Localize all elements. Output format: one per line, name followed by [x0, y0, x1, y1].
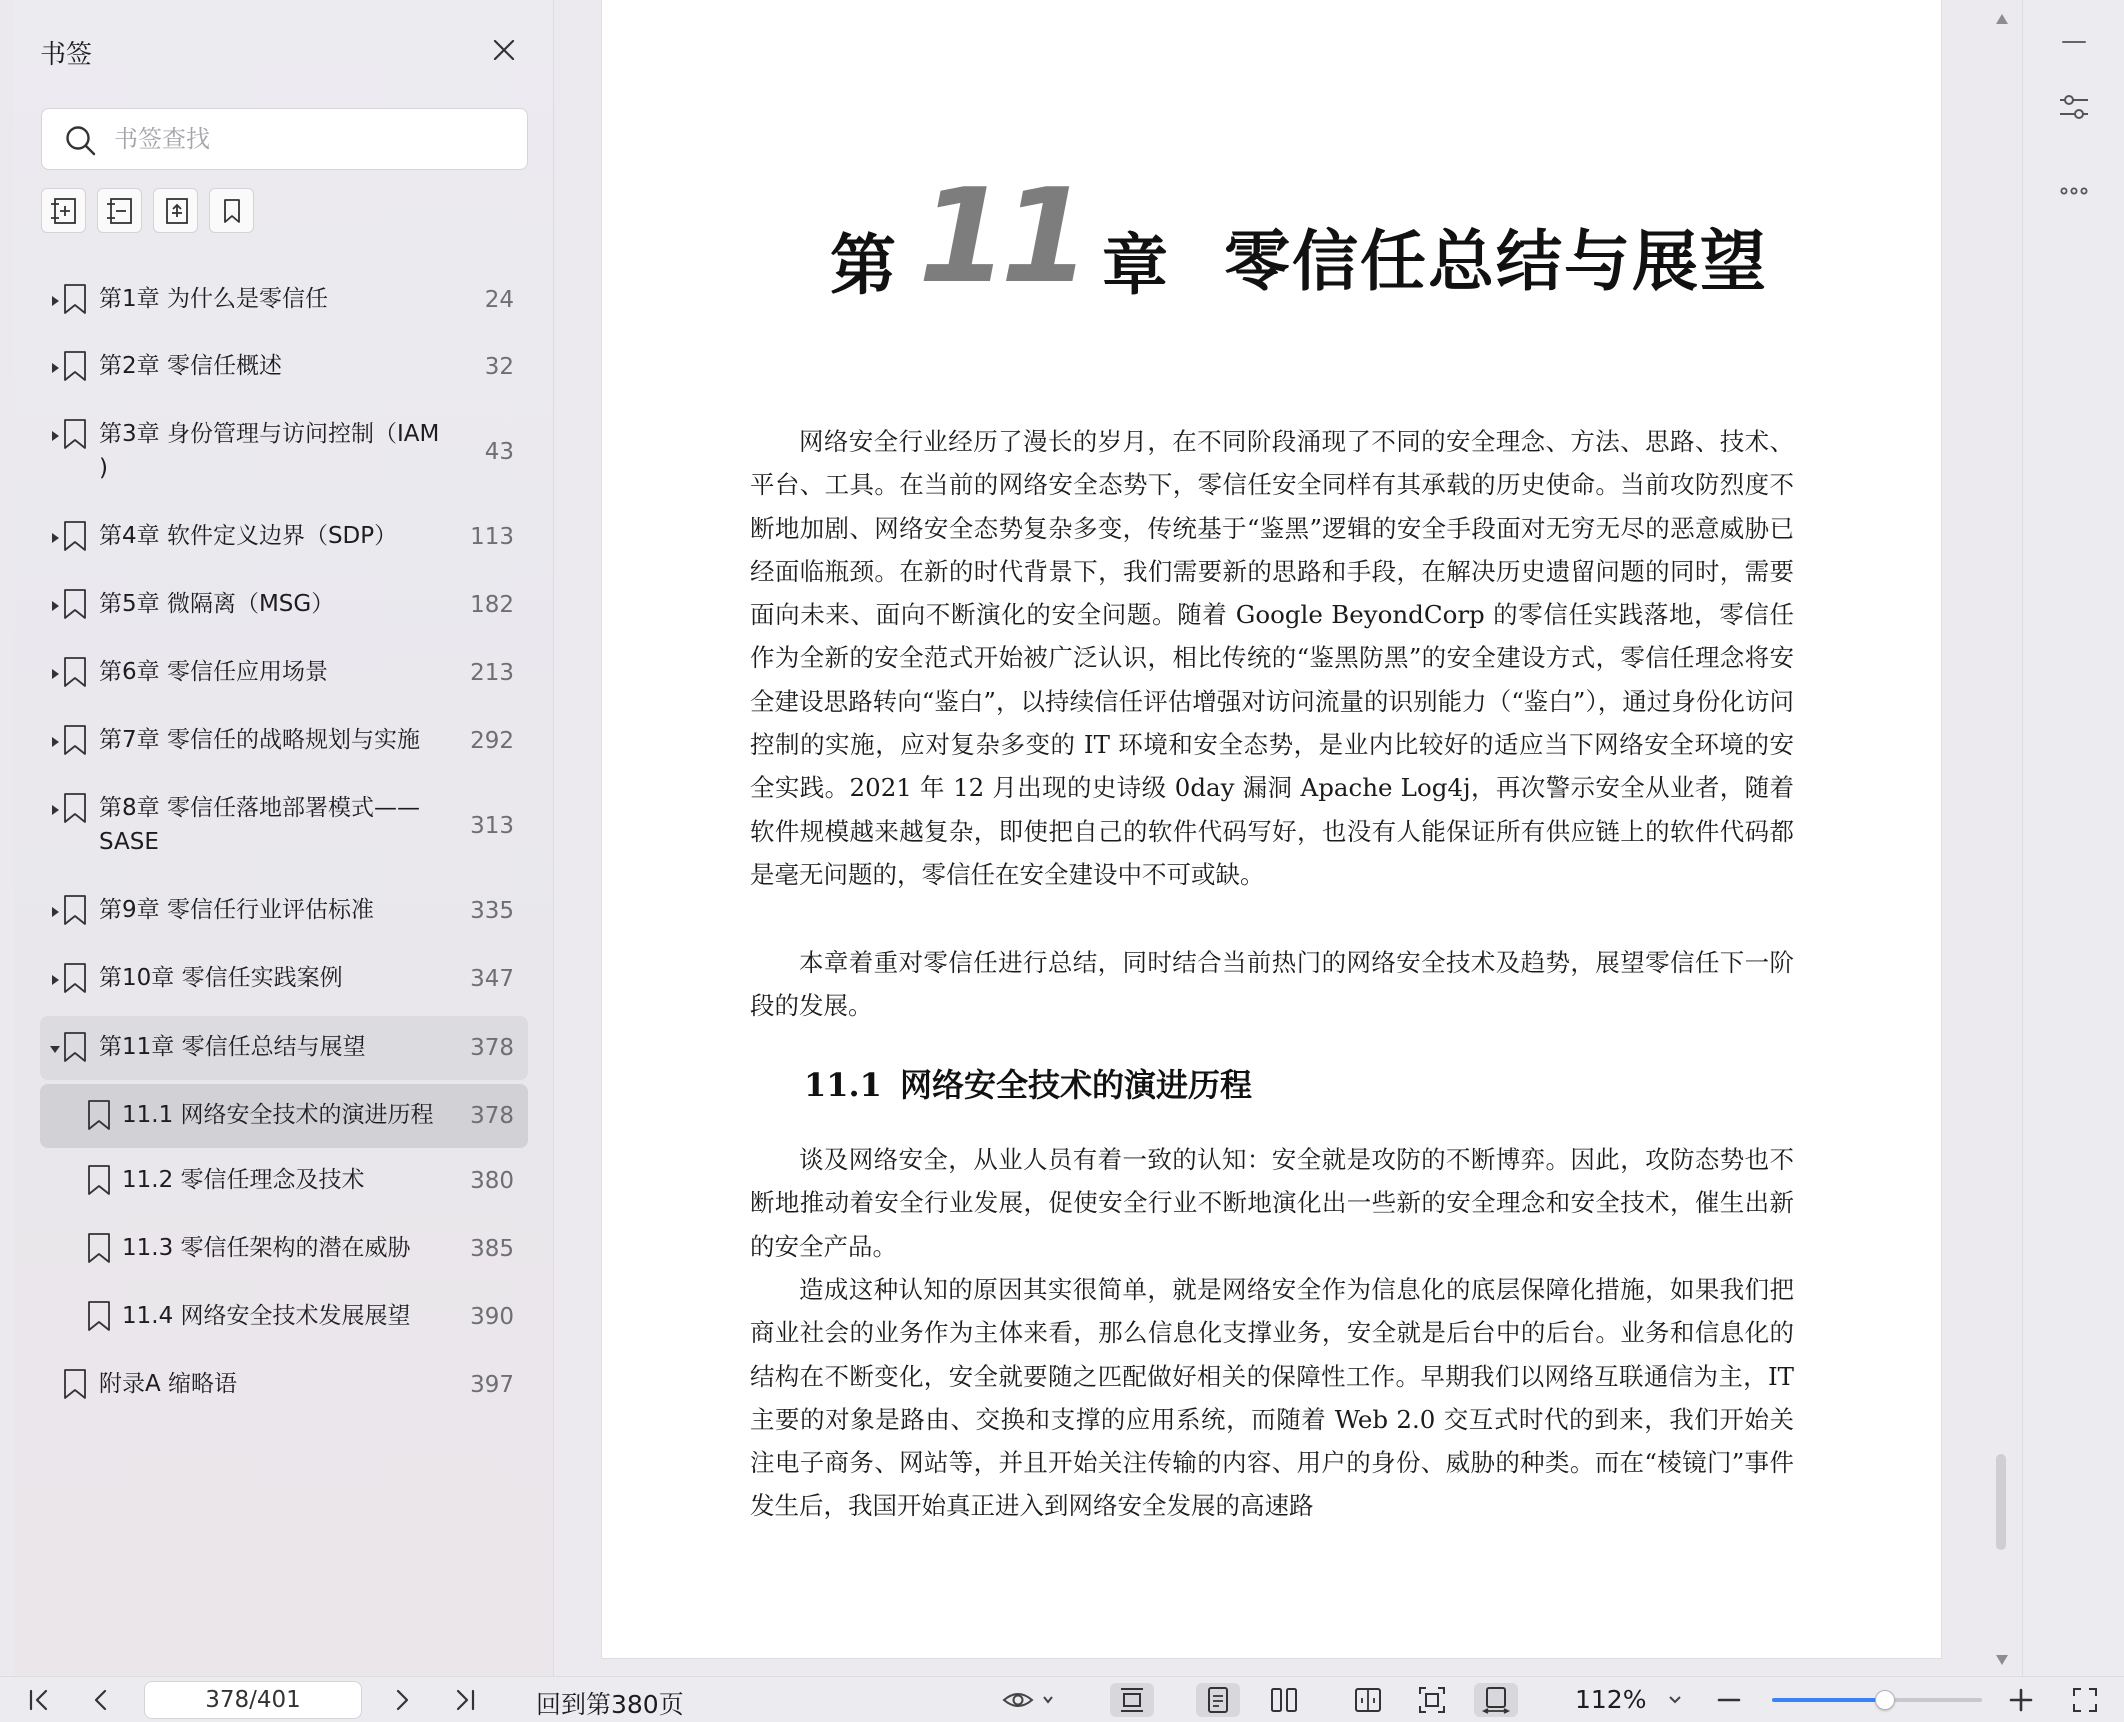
expand-arrow-icon[interactable] [48, 360, 62, 374]
bookmark-label: 第5章 微隔离（MSG） [99, 591, 335, 617]
zoom-dropdown-icon[interactable] [1662, 1683, 1688, 1717]
bookmark-label: 第4章 软件定义边界（SDP） [99, 523, 398, 549]
chapter-heading [602, 160, 1941, 312]
bookmark-label: 第3章 身份管理与访问控制（IAM [99, 421, 440, 447]
bookmark-icon [62, 724, 88, 756]
add-sub-bookmark-icon[interactable] [97, 188, 142, 233]
add-bookmark-icon[interactable] [41, 188, 86, 233]
single-page-icon[interactable] [1196, 1683, 1240, 1717]
bookmark-item[interactable] [40, 954, 528, 1004]
chapter-title: 零信任总结与展望 [1224, 223, 1768, 300]
zoom-in-icon[interactable] [2004, 1683, 2038, 1717]
bookmark-item[interactable] [40, 410, 528, 494]
bookmark-label-continued: ) [99, 455, 108, 481]
bookmark-label: 附录A 缩略语 [99, 1371, 238, 1397]
bookmark-icon [62, 894, 88, 926]
bookmark-icon [62, 792, 88, 824]
bookmark-page: 390 [470, 1304, 514, 1330]
settings-sliders-icon[interactable] [2049, 82, 2099, 132]
scroll-up-icon[interactable] [1996, 14, 2008, 24]
bookmark-page: 380 [470, 1168, 514, 1194]
section-number: 11.1 [804, 1066, 882, 1104]
page-number-input[interactable] [144, 1681, 362, 1719]
chapter-number: 11 [918, 160, 1083, 312]
expand-arrow-icon[interactable] [48, 802, 62, 816]
bookmark-label-continued: SASE [99, 829, 159, 855]
bookmark-page: 32 [484, 354, 514, 380]
fit-width-icon[interactable] [1346, 1683, 1390, 1717]
bookmark-item[interactable] [40, 1224, 528, 1274]
next-page-icon[interactable] [385, 1683, 419, 1717]
bookmark-sidebar [14, 0, 554, 1676]
bookmark-page: 213 [470, 660, 514, 686]
bookmark-label: 第6章 零信任应用场景 [99, 659, 328, 685]
bookmark-page: 113 [470, 524, 514, 550]
bookmark-page: 347 [470, 966, 514, 992]
chapter-prefix: 第 [830, 227, 896, 304]
minimize-icon[interactable] [2049, 16, 2099, 66]
body-paragraph: 造成这种认知的原因其实很简单，就是网络安全作为信息化的底层保障化措施，如果我们把商业社会的业务作为主体来看，那么信息化支撑业务，安全就是后台中的后台。业务和信息化的结构在不断变化，安全就要随之匹配做好相关的保障性工作。早期我们以网络互联通信为主，IT 主要的对象是路由、交换和支撑的应用系统，而随着 Web 2.0 交互式时代的到来，我们开始关注电子商务、网站等，并且开始关注传输的内容、用户的身份、威胁的种类。而在“棱镜门”事件发生后，我国开始真正进入到网络安全发展的高速路 [750, 1275, 1794, 1521]
scroll-thumb[interactable] [1996, 1454, 2006, 1550]
zoom-slider[interactable] [1772, 1698, 1982, 1702]
bookmark-page: 24 [484, 287, 514, 313]
bookmark-icon [62, 1368, 88, 1400]
expand-arrow-icon[interactable] [48, 293, 62, 307]
expand-arrow-icon[interactable] [48, 904, 62, 918]
last-page-icon[interactable] [448, 1683, 482, 1717]
bookmark-icon [86, 1164, 112, 1196]
bookmark-label: 第10章 零信任实践案例 [99, 965, 343, 991]
bookmark-page: 335 [470, 898, 514, 924]
eye-mode-icon[interactable] [998, 1683, 1062, 1717]
document-viewport[interactable] [554, 0, 2022, 1676]
bookmark-label: 第2章 零信任概述 [99, 353, 282, 379]
bookmark-page: 292 [470, 728, 514, 754]
body-paragraph: 本章着重对零信任进行总结，同时结合当前热门的网络安全技术及趋势，展望零信任下一阶段的发展。 [750, 948, 1794, 1021]
section-heading [804, 1060, 1252, 1106]
scroll-down-icon[interactable] [1996, 1655, 2008, 1665]
continuous-scroll-icon[interactable] [1110, 1683, 1154, 1717]
bookmark-item[interactable] [40, 784, 528, 868]
bookmark-item[interactable] [40, 648, 528, 698]
bookmark-icon [62, 520, 88, 552]
chapter-suffix: 章 [1102, 227, 1168, 304]
bookmark-label: 第9章 零信任行业评估标准 [99, 897, 374, 923]
fullscreen-icon[interactable] [2068, 1683, 2102, 1717]
bookmark-icon [62, 962, 88, 994]
right-tool-rail [2022, 0, 2124, 1676]
bookmark-label: 第1章 为什么是零信任 [99, 286, 328, 312]
expand-arrow-icon[interactable] [48, 428, 62, 442]
bookmark-label: 第11章 零信任总结与展望 [99, 1034, 366, 1060]
search-icon [64, 124, 98, 158]
bookmark-label: 第8章 零信任落地部署模式—— [99, 795, 420, 821]
bookmark-icon [62, 418, 88, 450]
expand-arrow-icon[interactable] [48, 530, 62, 544]
body-paragraph: 谈及网络安全，从业人员有着一致的认知：安全就是攻防的不断博弈。因此，攻防态势也不断地推动着安全行业发展，促使安全行业不断地演化出一些新的安全理念和安全技术，催生出新的安全产品。 [750, 1145, 1794, 1261]
bookmark-icon [62, 656, 88, 688]
bookmark-item[interactable] [40, 512, 528, 562]
bookmark-search-input[interactable] [114, 119, 514, 159]
status-bar [0, 1676, 2124, 1722]
bookmark-page: 385 [470, 1236, 514, 1262]
bookmark-icon [86, 1300, 112, 1332]
bookmark-icon[interactable] [209, 188, 254, 233]
expand-bookmark-icon[interactable] [153, 188, 198, 233]
zoom-slider-fill [1772, 1698, 1885, 1702]
first-page-icon[interactable] [22, 1683, 56, 1717]
bookmark-icon [86, 1232, 112, 1264]
expand-arrow-icon[interactable] [48, 598, 62, 612]
bookmark-label: 11.2 零信任理念及技术 [122, 1167, 365, 1193]
fit-page-icon[interactable] [1410, 1683, 1454, 1717]
zoom-level[interactable]: 112% [1575, 1685, 1647, 1714]
zoom-out-icon[interactable] [1712, 1683, 1746, 1717]
bookmark-item[interactable] [40, 886, 528, 936]
zoom-slider-knob[interactable] [1875, 1690, 1895, 1710]
expand-arrow-icon[interactable] [48, 734, 62, 748]
bookmark-page: 378 [470, 1103, 514, 1129]
two-page-icon[interactable] [1262, 1683, 1306, 1717]
bookmark-item[interactable] [40, 580, 528, 630]
expand-arrow-icon[interactable] [48, 666, 62, 680]
bookmark-page: 43 [484, 439, 514, 465]
bookmark-page: 182 [470, 592, 514, 618]
vertical-scrollbar[interactable] [1990, 0, 2012, 1676]
bookmark-label: 11.4 网络安全技术发展展望 [122, 1303, 411, 1329]
collapse-arrow-icon[interactable] [48, 1041, 62, 1055]
document-page [602, 0, 1941, 1658]
close-icon[interactable] [488, 34, 520, 66]
bookmark-item[interactable] [40, 1360, 528, 1410]
bookmark-page: 397 [470, 1372, 514, 1398]
bookmark-item[interactable] [40, 342, 528, 392]
sidebar-title: 书签 [40, 40, 93, 70]
bookmark-page: 313 [470, 813, 514, 839]
bookmark-item-selected[interactable] [40, 1084, 528, 1148]
more-options-icon[interactable] [2049, 166, 2099, 216]
bookmark-item-chapter-11[interactable] [40, 1016, 528, 1080]
expand-arrow-icon[interactable] [48, 972, 62, 986]
bookmark-icon [62, 588, 88, 620]
bookmark-item[interactable] [40, 1292, 528, 1342]
bookmark-toolbar [41, 188, 254, 233]
bookmark-search-box[interactable] [41, 108, 528, 170]
go-to-page-link[interactable]: 回到第380页 [536, 1690, 684, 1719]
bookmark-page: 378 [470, 1035, 514, 1061]
body-paragraph: 网络安全行业经历了漫长的岁月，在不同阶段涌现了不同的安全理念、方法、思路、技术、平台、工具。在当前的网络安全态势下，零信任安全同样有其承载的历史使命。当前攻防烈度不断地加剧、网络安全态势复杂多变，传统基于“鉴黑”逻辑的安全手段面对无穷无尽的恶意威胁已经面临瓶颈。在新的时代背景下，我们需要新的思路和手段，在解决历史遗留问题的同时，需要面向未来、面向不断演化的安全问题。随着 Google BeyondCorp 的零信任实践落地，零信任作为全新的安全范式开始被广泛认识，相比传统的“鉴黑防黑”的安全建设方式，零信任理念将安全建设思路转向“鉴白”，以持续信任评估增强对访问流量的识别能力（“鉴白”），通过身份化访问控制的实施，应对复杂多变的 IT 环境和安全态势，是业内比较好的适应当下网络安全环境的安全实践。2021 年 12 月出现的史诗级 0day 漏洞 Apache Log4j，再次警示安全从业者，随着软件规模越来越复杂，即使把自己的软件代码写好，也没有人能保证所有供应链上的软件代码都是毫无问题的，零信任在安全建设中不可或缺。 [750, 427, 1794, 889]
bookmark-label: 11.1 网络安全技术的演进历程 [122, 1102, 434, 1128]
bookmark-label: 第7章 零信任的战略规划与实施 [99, 727, 420, 753]
actual-size-icon[interactable] [1474, 1683, 1518, 1717]
bookmark-item[interactable] [40, 1156, 528, 1206]
bookmark-icon [62, 1031, 88, 1063]
bookmark-icon [62, 283, 88, 315]
bookmark-item[interactable] [40, 275, 528, 325]
bookmark-icon [86, 1099, 112, 1131]
bookmark-item[interactable] [40, 716, 528, 766]
prev-page-icon[interactable] [84, 1683, 118, 1717]
bookmark-label: 11.3 零信任架构的潜在威胁 [122, 1235, 411, 1261]
section-title: 网络安全技术的演进历程 [900, 1066, 1253, 1104]
bookmark-icon [62, 350, 88, 382]
